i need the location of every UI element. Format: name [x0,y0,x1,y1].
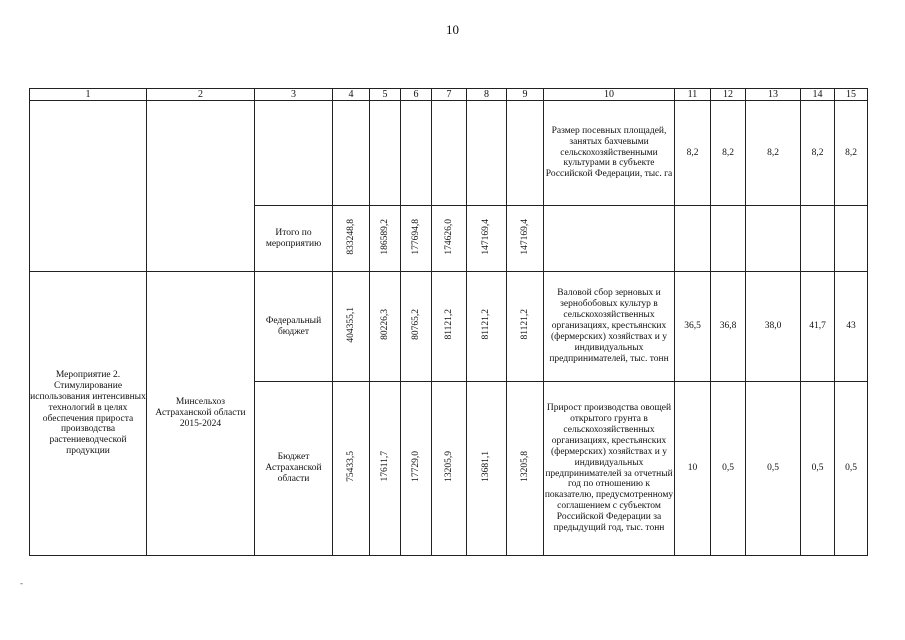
finance-cell [370,382,401,556]
finance-value: 147169,4 [481,218,492,255]
finance-cell [432,272,467,382]
finance-cell [333,272,370,382]
indicator-cell: Размер посевных площадей, занятых бахчевыми сельскохозяйственными культурами в субъекте Российской Федерации, тыс. га [544,101,675,206]
indicator-value: 36,8 [711,272,746,382]
program-table [29,88,868,556]
finance-cell [507,272,544,382]
finance-value: 147169,4 [519,218,530,255]
finance-cell [370,272,401,382]
indicator-cell: Прирост производства овощей открытого грунта в сельскохозяйственных организациях, крестьянских (фермерских) хозяйствах и у индивидуальных предпринимателей за отчетный год по отношению к показателю, предусмотренному соглашением с субъектом Российской Федерации за предыдущий год, тыс. тонн [544,382,675,556]
finance-value: 833248,8 [345,218,356,255]
source-cell: Бюджет Астраханской области [255,382,333,556]
finance-value: 81121,2 [519,309,530,340]
indicator-value: 41,7 [801,272,835,382]
col-header: 15 [835,89,868,101]
finance-cell [467,101,507,206]
indicator-cell: Валовой сбор зерновых и зернобобовых культур в сельскохозяйственных организациях, крестьянских (фермерских) хозяйствах и у индивидуальных предпринимателей, тыс. тонн [544,272,675,382]
finance-value: 81121,2 [481,309,492,340]
col-header: 6 [401,89,432,101]
finance-value: 80226,3 [379,309,390,340]
finance-cell [432,382,467,556]
indicator-value: 0,5 [835,382,868,556]
indicator-value [801,206,835,272]
col-header: 4 [333,89,370,101]
finance-cell [401,101,432,206]
indicator-cell [544,206,675,272]
finance-cell [467,206,507,272]
finance-value: 17729,0 [410,451,421,482]
indicator-value [746,206,801,272]
indicator-value [711,206,746,272]
indicator-value: 36,5 [675,272,711,382]
col-header: 7 [432,89,467,101]
indicator-value: 0,5 [801,382,835,556]
finance-cell [401,272,432,382]
indicator-value [675,206,711,272]
finance-cell [333,206,370,272]
header-row [30,89,868,101]
indicator-value: 10 [675,382,711,556]
finance-cell [467,382,507,556]
finance-value: 13205,8 [519,451,530,482]
indicator-value: 8,2 [675,101,711,206]
finance-cell [507,206,544,272]
finance-value: 75433,5 [345,451,356,482]
finance-value: 177694,8 [410,218,421,255]
finance-value: 81121,2 [443,309,454,340]
indicator-value: 38,0 [746,272,801,382]
indicator-value [835,206,868,272]
finance-cell [401,206,432,272]
indicator-value: 8,2 [835,101,868,206]
col-header: 12 [711,89,746,101]
measure-cell: Мероприятие 2. Стимулирование использования интенсивных технологий в целях обеспечения прироста производства растениеводческой продукции [30,272,147,556]
finance-value: 404355,1 [345,306,356,343]
finance-cell [333,101,370,206]
finance-cell [467,272,507,382]
finance-cell [333,382,370,556]
finance-value: 174626,0 [443,218,454,255]
indicator-value: 0,5 [711,382,746,556]
source-cell [255,101,333,206]
finance-cell [432,101,467,206]
finance-cell [507,101,544,206]
col-header: 3 [255,89,333,101]
finance-value: 13205,9 [443,451,454,482]
page-number: 10 [446,22,459,37]
measure-cell [30,101,147,272]
col-header: 10 [544,89,675,101]
indicator-value: 8,2 [801,101,835,206]
finance-value: 13681,1 [481,451,492,482]
total-label: Итого по мероприятию [255,206,333,272]
finance-cell [370,206,401,272]
finance-value: 17611,7 [379,451,390,482]
col-header: 13 [746,89,801,101]
finance-cell [401,382,432,556]
table-row [30,272,868,382]
executor-cell [147,101,255,272]
col-header: 2 [147,89,255,101]
finance-cell [432,206,467,272]
finance-cell [370,101,401,206]
finance-cell [507,382,544,556]
col-header: 14 [801,89,835,101]
source-cell: Федеральный бюджет [255,272,333,382]
finance-value: 186589,2 [379,218,390,255]
finance-value: 80765,2 [410,309,421,340]
indicator-value: 43 [835,272,868,382]
col-header: 1 [30,89,147,101]
executor-cell: Минсельхоз Астраханской области 2015-2024 [147,272,255,556]
indicator-value: 8,2 [711,101,746,206]
indicator-value: 8,2 [746,101,801,206]
table-row [30,101,868,206]
margin-mark: - [20,578,23,588]
indicator-value: 0,5 [746,382,801,556]
col-header: 5 [370,89,401,101]
col-header: 8 [467,89,507,101]
col-header: 11 [675,89,711,101]
col-header: 9 [507,89,544,101]
